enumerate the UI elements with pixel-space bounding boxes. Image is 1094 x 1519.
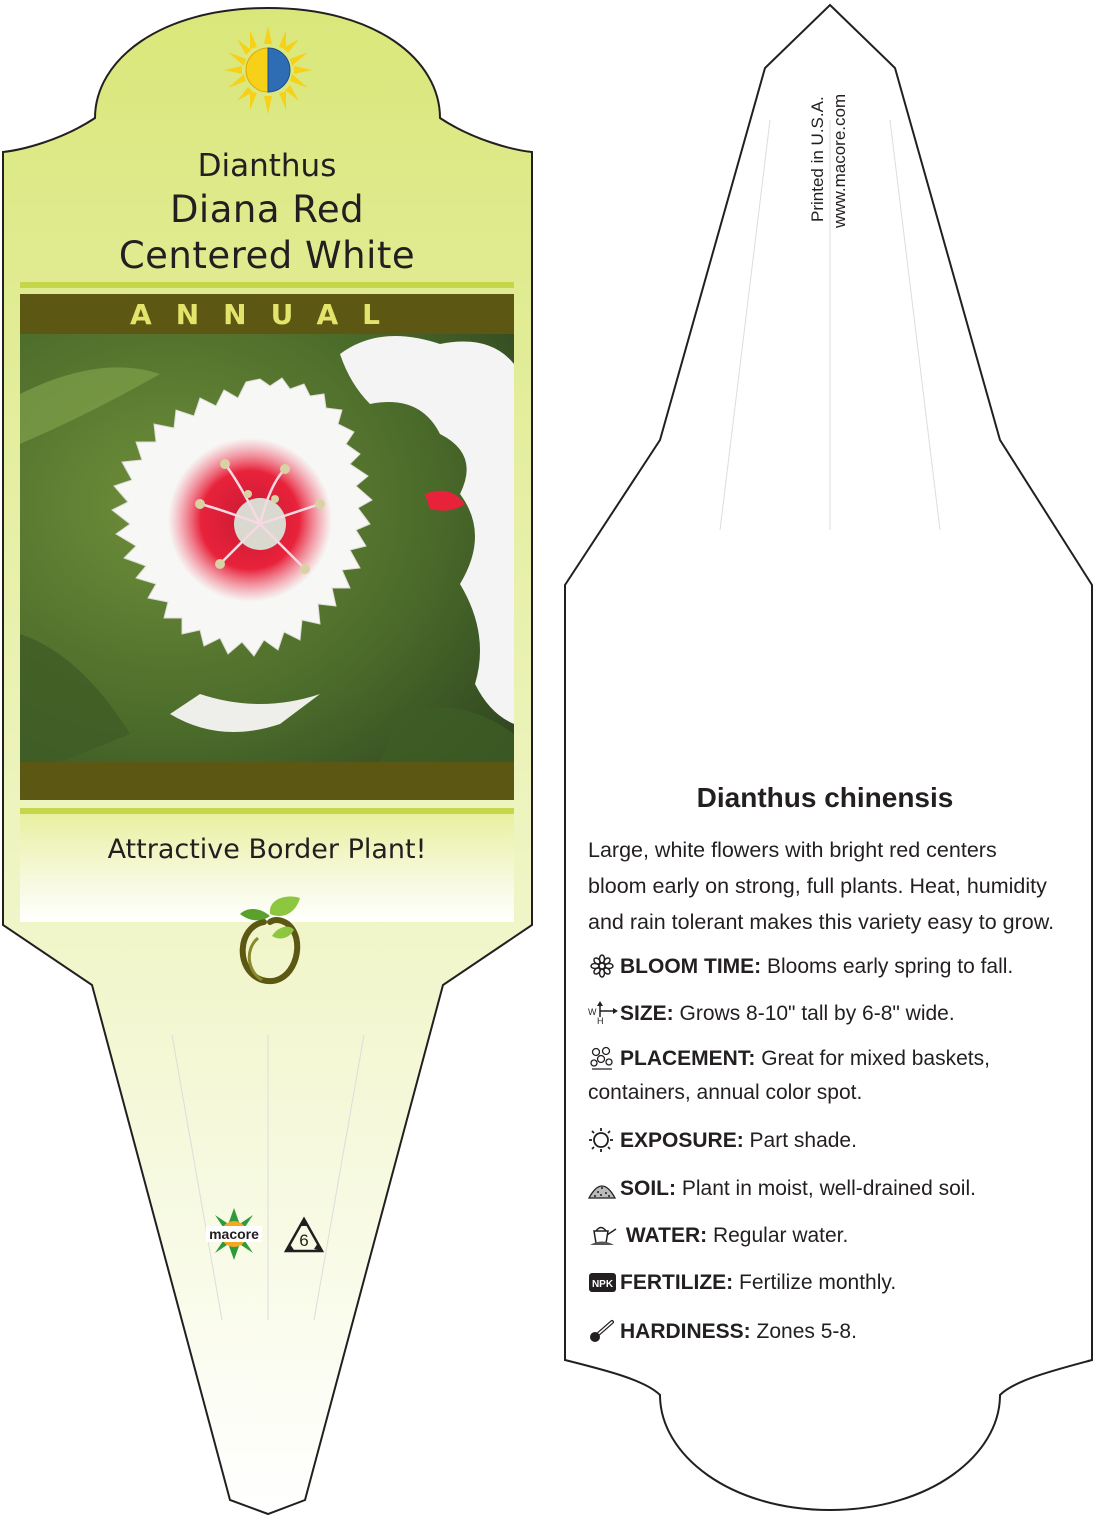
front-photo-bottom-band [20, 762, 514, 800]
fertilize-label: FERTILIZE: [620, 1271, 734, 1294]
placement-label: PLACEMENT: [620, 1047, 756, 1070]
front-rule-bottom [20, 808, 514, 814]
npk-bag-icon [588, 1270, 620, 1294]
water-value: Regular water. [712, 1224, 849, 1247]
macore-logo-text: macore [206, 1226, 262, 1242]
thermometer-icon [588, 1319, 620, 1343]
watering-can-icon [588, 1223, 620, 1247]
website-label: www.macore.com [830, 93, 849, 228]
water-label: WATER: [625, 1224, 708, 1247]
bloom-time-row [588, 950, 1068, 984]
description-line: Large, white flowers with bright red centers [588, 838, 997, 862]
genus-label: Dianthus [197, 148, 337, 184]
bloom-time-label: BLOOM TIME: [620, 955, 762, 978]
sun-part-shade-icon [222, 24, 314, 116]
front-rule-top [20, 282, 514, 288]
bloom-time-value: Blooms early spring to fall. [767, 955, 1014, 978]
exposure-value: Part shade. [749, 1129, 857, 1152]
printed-in-label: Printed in U.S.A. [808, 96, 827, 222]
water-row [588, 1219, 1068, 1253]
size-label: SIZE: [620, 1002, 674, 1025]
variety-name-line1: Diana Red [169, 188, 365, 231]
size-arrows-icon [588, 1001, 620, 1025]
size-value: Grows 8-10" tall by 6-8" wide. [679, 1002, 955, 1025]
npk-text: NPK [591, 1279, 614, 1290]
fertilize-value: Fertilize monthly. [739, 1271, 897, 1294]
placement-value: Great for mixed baskets, [761, 1047, 990, 1070]
size-icon-w: W [588, 1007, 597, 1017]
flower-photo [20, 334, 514, 762]
placement-row [588, 1042, 1068, 1110]
soil-row [588, 1172, 1068, 1206]
description [588, 832, 1068, 940]
fertilize-row [588, 1266, 1068, 1300]
seed-sprout-icon [228, 892, 308, 988]
hardiness-value: Zones 5-8. [756, 1320, 857, 1343]
exposure-row [588, 1124, 1068, 1158]
exposure-label: EXPOSURE: [620, 1129, 744, 1152]
flower-bed-icon [588, 1046, 620, 1070]
hardiness-label: HARDINESS: [620, 1320, 751, 1343]
hardiness-row [588, 1315, 1068, 1349]
variety-name-line2: Centered White [118, 234, 416, 277]
flower-icon [588, 954, 620, 978]
recycle-number: 6 [299, 1231, 309, 1250]
soil-label: SOIL: [620, 1177, 676, 1200]
tagline: Attractive Border Plant! [107, 834, 427, 865]
size-row [588, 997, 1068, 1031]
size-icon-h: H [597, 1016, 604, 1025]
plant-type-label: ANNUAL [130, 298, 404, 331]
soil-value: Plant in moist, well-drained soil. [681, 1177, 976, 1200]
botanical-name: Dianthus chinensis [696, 782, 954, 813]
soil-mound-icon [588, 1176, 620, 1200]
sun-outline-icon [588, 1128, 620, 1152]
placement-value-line2: containers, annual color spot. [588, 1081, 863, 1104]
description-line: bloom early on strong, full plants. Heat, humidity [588, 874, 1047, 898]
description-line: and rain tolerant makes this variety easy to grow. [588, 910, 1055, 934]
